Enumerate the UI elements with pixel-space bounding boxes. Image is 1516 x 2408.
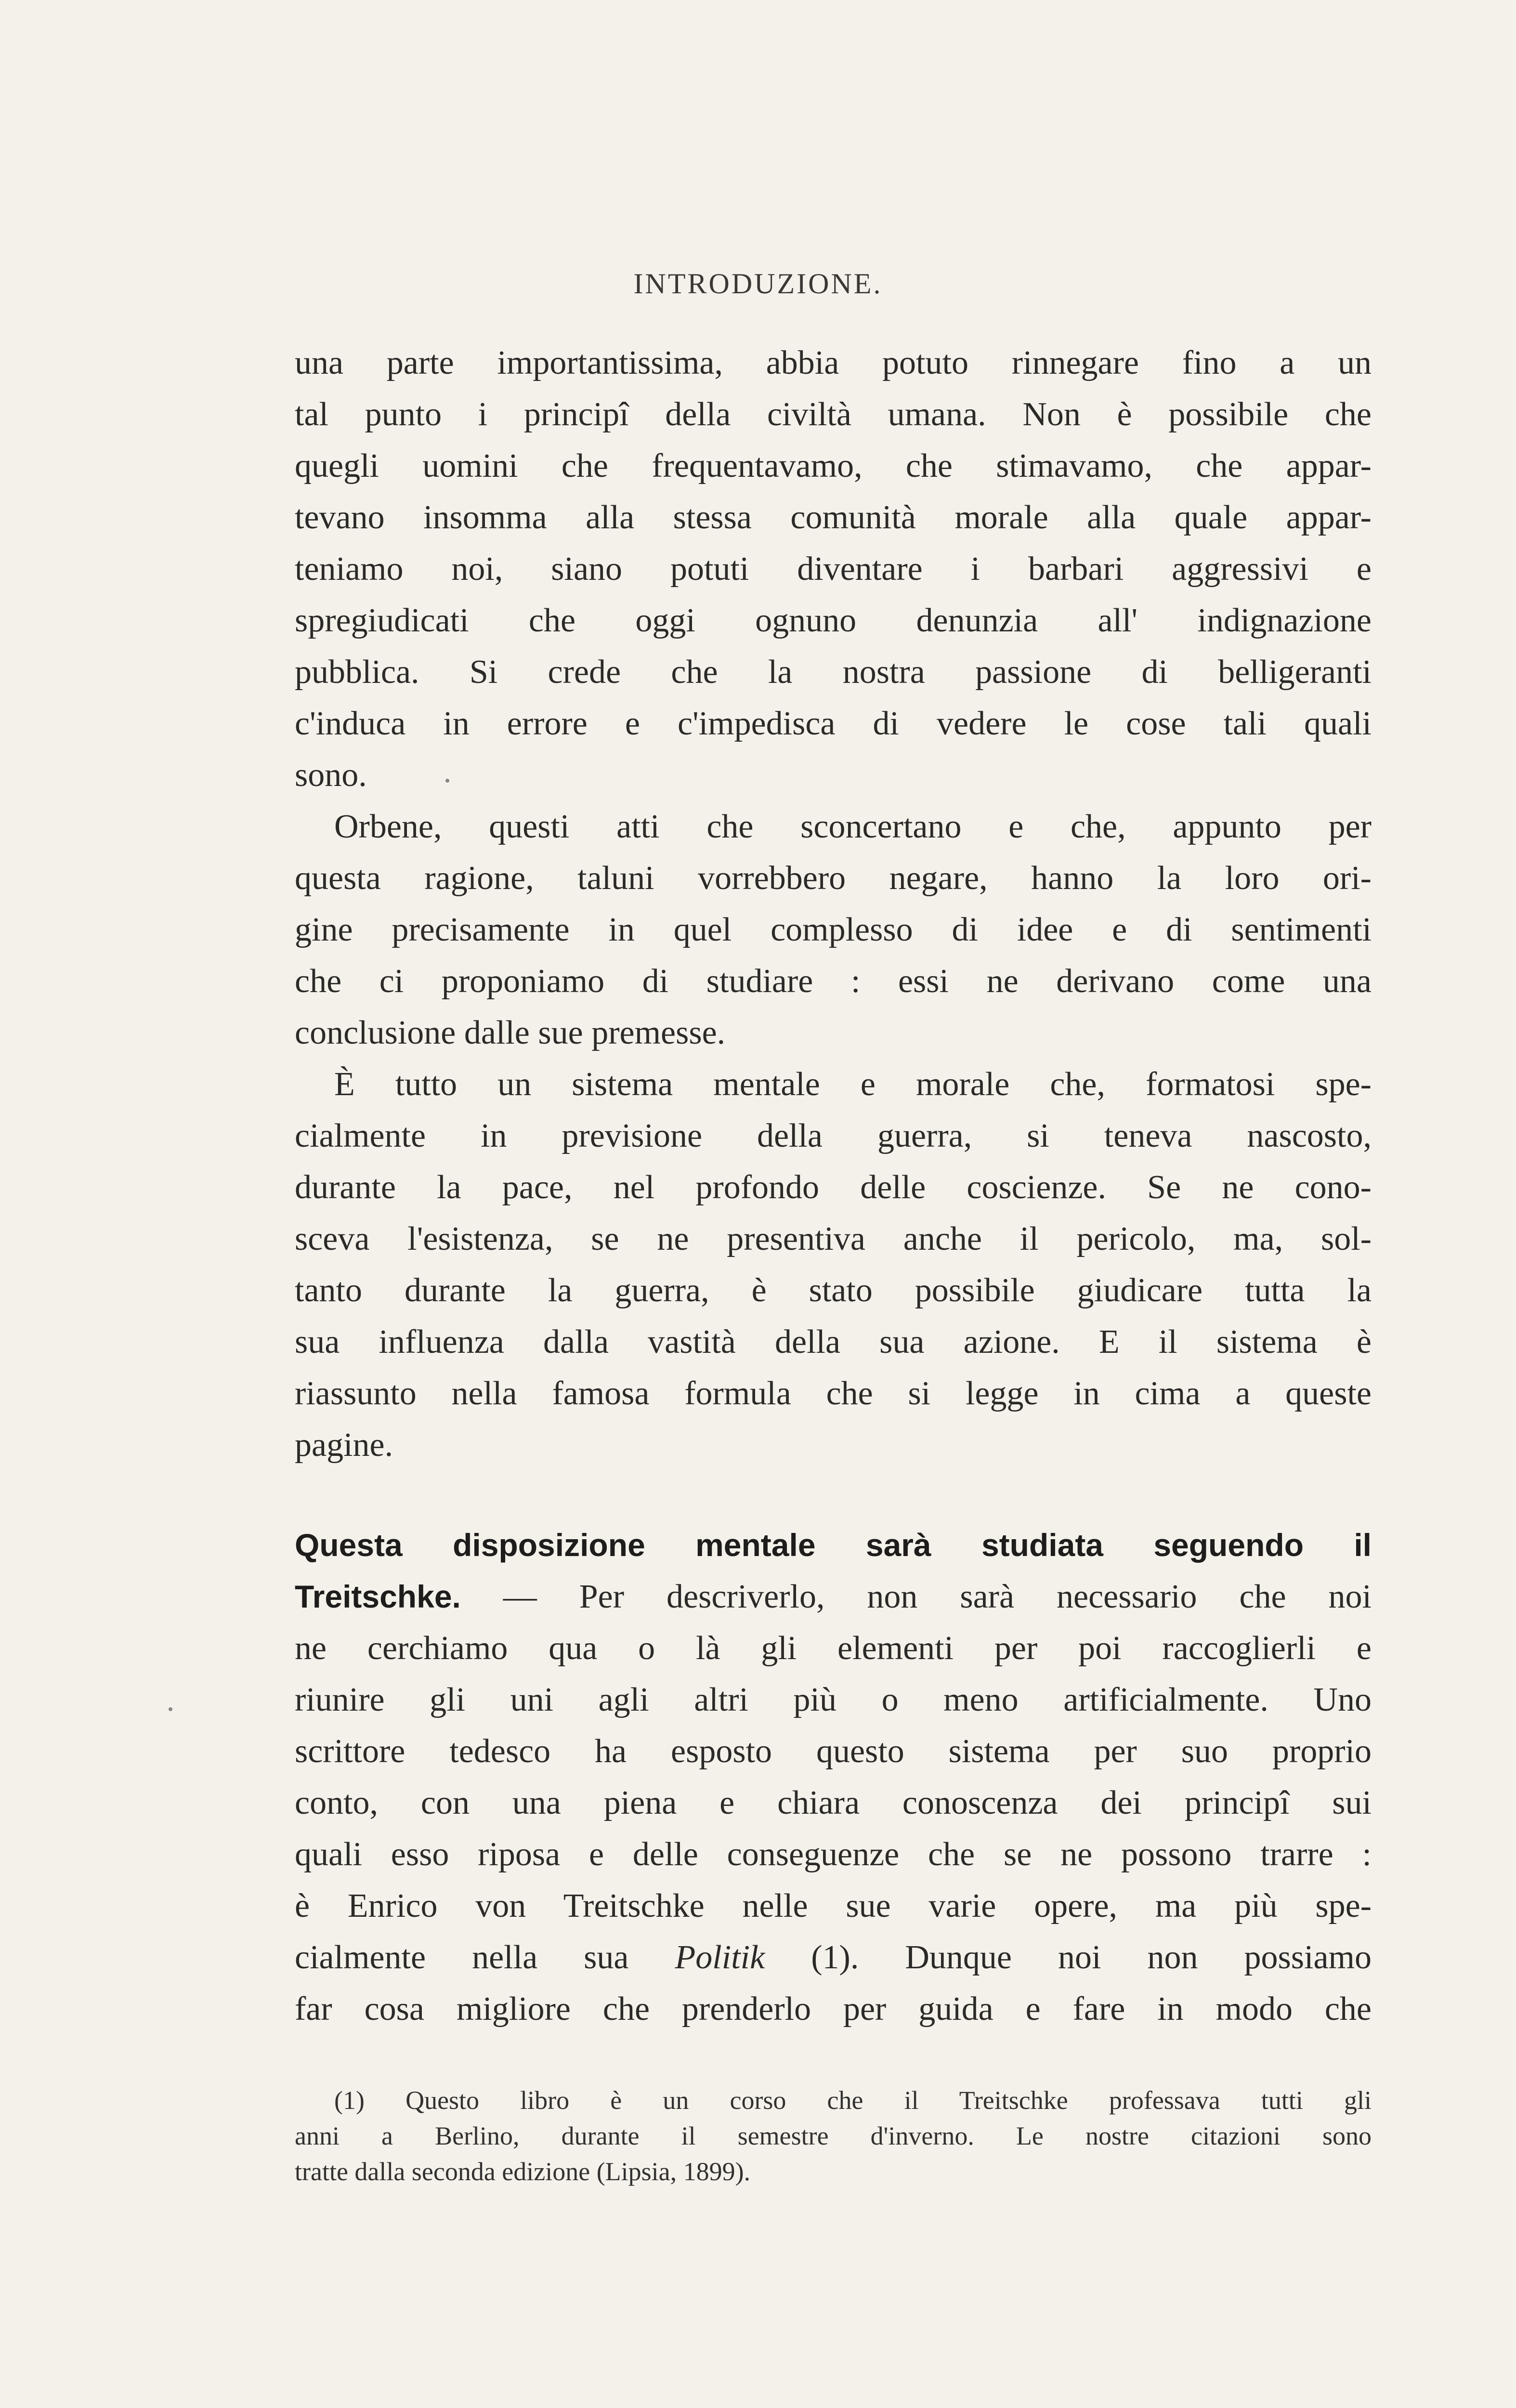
text-line: gine precisamente in quel complesso di idee e di sentimenti [295,911,1372,948]
paragraph-2 [295,801,1372,1059]
text-line: riassunto nella famosa formula che si legge in cima a queste [295,1375,1372,1412]
ink-speck [169,1707,172,1711]
text-line: ne cerchiamo qua o là gli elementi per poi raccoglierli e [295,1630,1372,1667]
text-line: È tutto un sistema mentale e morale che, formatosi spe- [334,1066,1372,1103]
running-head: INTRODUZIONE. [633,268,883,300]
text-line: questa ragione, taluni vorrebbero negare, hanno la loro ori- [295,860,1372,897]
text-line: conto, con una piena e chiara conoscenza dei principî sui [295,1784,1372,1821]
footnote-line: anni a Berlino, durante il semestre d'inverno. Le nostre citazioni sono [295,2121,1372,2150]
text-line: tal punto i principî della civiltà umana. Non è possibile che [295,396,1372,433]
book-title-politik: Politik [675,1939,765,1976]
text-run: — Per descriverlo, non sarà necessario che noi [460,1578,1372,1615]
text-line: tevano insomma alla stessa comunità morale alla quale appar- [295,499,1372,536]
text-line: c'induca in errore e c'impedisca di vedere le cose tali quali [295,705,1372,742]
footnote [295,2082,1372,2189]
ink-speck [445,779,449,783]
text-line: durante la pace, nel profondo delle coscienze. Se ne cono- [295,1169,1372,1206]
text-line: teniamo noi, siano potuti diventare i barbari aggressivi e [295,550,1372,588]
text-line: tanto durante la guerra, è stato possibile giudicare tutta la [295,1272,1372,1309]
text-line: una parte importantissima, abbia potuto rinnegare fino a un [295,344,1372,381]
text-line: è Enrico von Treitschke nelle sue varie opere, ma più spe- [295,1887,1372,1924]
section-treitschke [295,1519,1372,2035]
footnote-line: (1) Questo libro è un corso che il Treitschke professava tutti gli [334,2086,1372,2115]
text-line: che ci proponiamo di studiare : essi ne derivano come una [295,963,1372,1000]
text-run: (1). Dunque noi non possiamo [765,1939,1372,1976]
text-run: cialmente nella sua [295,1939,675,1976]
text-line: Orbene, questi atti che sconcertano e che, appunto per [334,808,1372,845]
text-line: sono. [295,757,367,794]
text-line: far cosa migliore che prenderlo per guida e fare in modo che [295,1990,1372,2028]
text-line: pagine. [295,1426,393,1464]
paragraph-1 [295,337,1372,801]
text-line: spregiudicati che oggi ognuno denunzia all' indignazione [295,602,1372,639]
section-heading: Questa disposizione mentale sarà studiata seguendo il [295,1527,1372,1563]
text-line: pubblica. Si crede che la nostra passione di belligeranti [295,654,1372,691]
text-line: sceva l'esistenza, se ne presentiva anche il pericolo, ma, sol- [295,1220,1372,1257]
text-line: quegli uomini che frequentavamo, che stimavamo, che appar- [295,447,1372,484]
text-line: cialmente in previsione della guerra, si teneva nascosto, [295,1117,1372,1154]
section-heading-name: Treitschke. [295,1579,461,1614]
text-line: sua influenza dalla vastità della sua azione. E il sistema è [295,1323,1372,1361]
paragraph-3 [295,1059,1372,1471]
text-line: quali esso riposa e delle conseguenze che se ne possono trarre : [295,1836,1372,1873]
text-line: conclusione dalle sue premesse. [295,1014,726,1051]
footnote-line: tratte dalla seconda edizione (Lipsia, 1899). [295,2157,751,2186]
text-line [295,1932,1372,1983]
text-line: scrittore tedesco ha esposto questo sistema per suo proprio [295,1733,1372,1770]
text-line: riunire gli uni agli altri più o meno artificialmente. Uno [295,1681,1372,1718]
text-line [295,1571,1372,1623]
